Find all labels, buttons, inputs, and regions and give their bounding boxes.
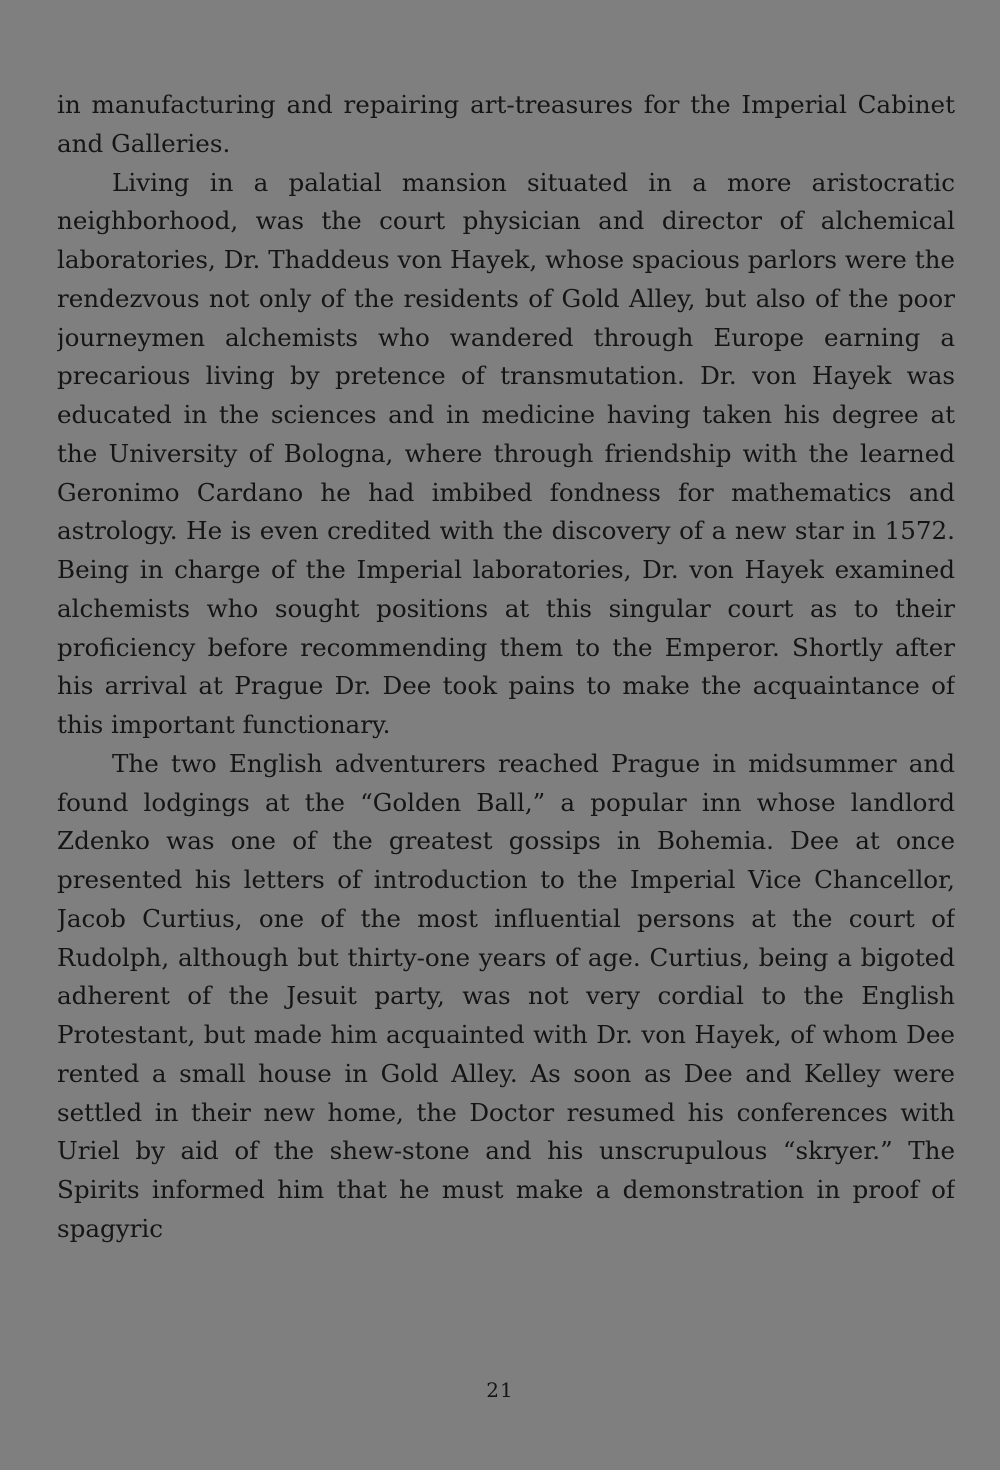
page-number: 21 xyxy=(486,1378,514,1402)
text-block xyxy=(57,86,955,1249)
paragraph-2: Living in a palatial mansion situated in a more aristocratic neighborhood, was the court physician and director of alchemical laboratories, Dr. Thaddeus von Hayek, whose spacious parlors were the rendezvous not only of the residents of Gold Alley, but also of the poor journeymen alchemists who wandered through Europe earning a precarious living by pretence of transmutation. Dr. von Hayek was educated in the sciences and in medicine having taken his degree at the University of Bologna, where through friendship with the learned Geronimo Cardano he had imbibed fondness for mathematics and astrology. He is even credited with the discovery of a new star in 1572. Being in charge of the Imperial laboratories, Dr. von Hayek examined alchemists who sought positions at this singular court as to their proficiency before recommending them to the Emperor. Shortly after his arrival at Prague Dr. Dee took pains to make the acquaintance of this important functionary. xyxy=(57,167,955,739)
page-body xyxy=(57,86,955,1470)
paragraph-3: The two English adventurers reached Prague in midsummer and found lodgings at the “Golden Ball,” a popular inn whose landlord Zdenko was one of the greatest gossips in Bohemia. Dee at once presented his letters of introduction to the Imperial Vice Chancellor, Jacob Curtius, one of the most influential persons at the court of Rudolph, although but thirty-one years of age. Curtius, being a bigoted adherent of the Jesuit party, was not very cordial to the English Protestant, but made him acquainted with Dr. von Hayek, of whom Dee rented a small house in Gold Alley. As soon as Dee and Kelley were settled in their new home, the Doctor resumed his conferences with Uriel by aid of the shew-stone and his unscrupulous “skryer.” The Spirits informed him that he must make a demonstration in proof of spagyric xyxy=(57,748,955,1243)
paragraph-1: in manufacturing and repairing art-treasures for the Imperial Cabinet and Galleries. xyxy=(57,90,955,158)
